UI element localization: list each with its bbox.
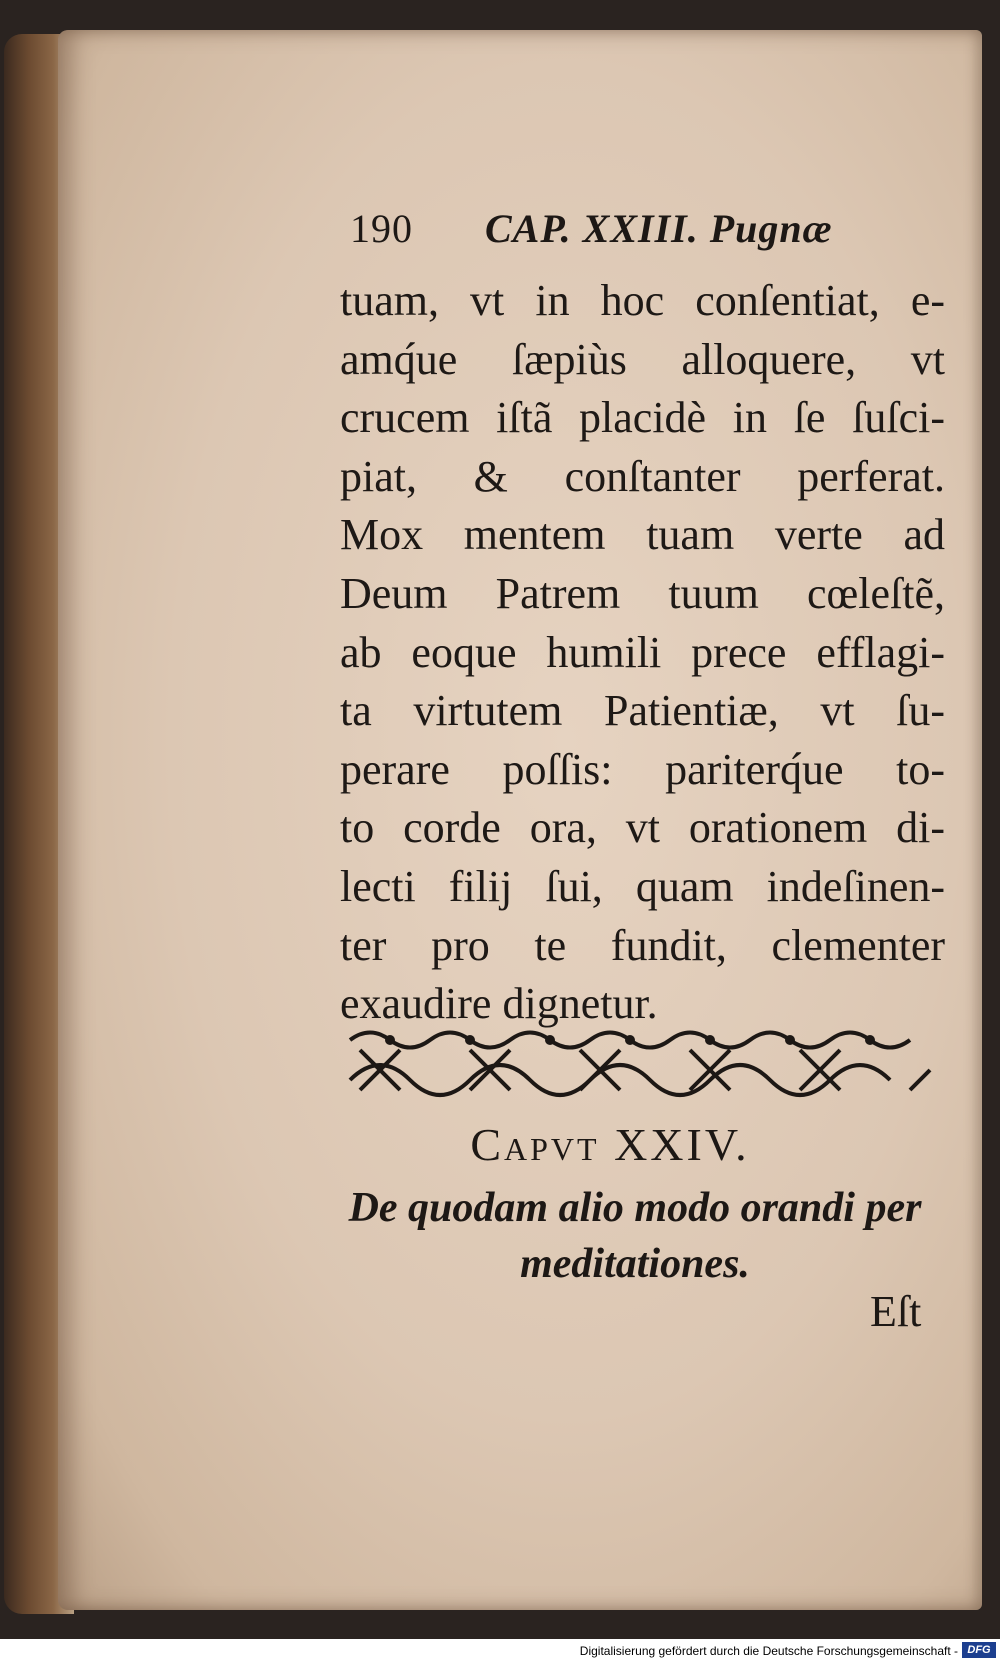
dfg-logo: DFG <box>962 1642 996 1658</box>
body-line: Mox mentem tuam verte ad <box>340 510 945 560</box>
decorative-ornament-band <box>340 1020 940 1100</box>
body-line: ta virtutem Patientiæ, vt ſu- <box>340 686 945 736</box>
body-line: tuam, vt in hoc conſentiat, e- <box>340 276 945 325</box>
body-line: to corde ora, vt orationem di- <box>340 803 945 853</box>
footer-bar <box>0 1639 1000 1661</box>
chapter-subtitle-line: De quodam alio modo orandi per <box>348 1185 922 1231</box>
body-line: Deum Patrem tuum cœleſtẽ, <box>340 568 945 618</box>
body-line: crucem iſtã placidè in ſe ſuſci- <box>340 393 945 443</box>
body-line: ter pro te fundit, clementer <box>340 920 945 970</box>
body-text <box>340 272 945 1034</box>
body-line: ab eoque humili prece efflagi- <box>340 627 945 677</box>
body-line: piat, & conſtanter perferat. <box>340 451 945 501</box>
body-line: exaudire dignetur. <box>340 979 658 1029</box>
funding-credit: Digitalisierung gefördert durch die Deutsche Forschungsgemeinschaft - <box>579 1644 958 1658</box>
page-header <box>350 205 870 255</box>
chapter-title: Capvt XXIV. <box>470 1119 750 1170</box>
catchword: Eſt <box>870 1287 922 1336</box>
page-number: 190 <box>350 206 413 251</box>
running-head: CAP. XXIII. Pugnæ <box>485 206 833 251</box>
chapter-subtitle <box>325 1180 945 1292</box>
body-line: lecti filij ſui, quam indeſinen- <box>340 861 945 911</box>
body-line: perare poſſis: pariterq́ue to- <box>340 744 945 794</box>
body-line: amq́ue ſæpiùs alloquere, vt <box>340 334 945 384</box>
chapter-subtitle-line: meditationes. <box>520 1241 750 1287</box>
